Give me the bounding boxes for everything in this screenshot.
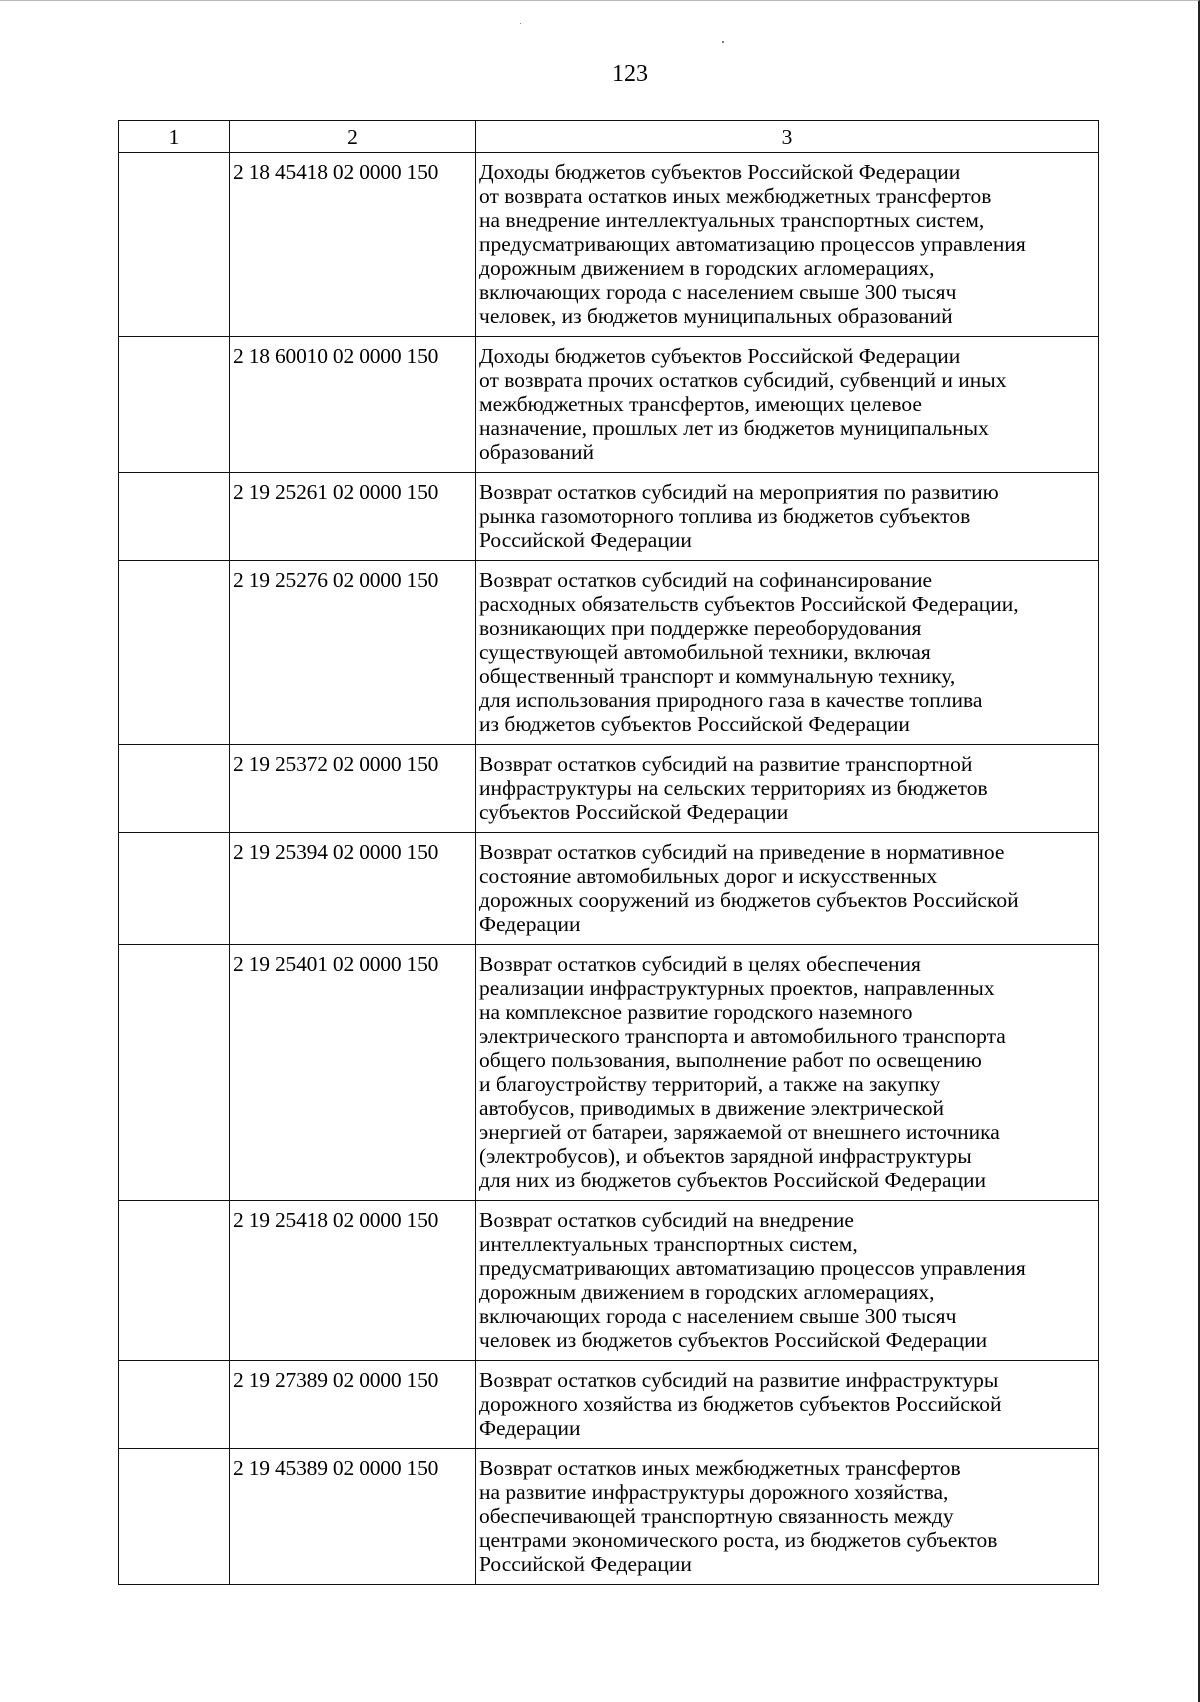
description-line: Возврат остатков субсидий на приведение в нормативное bbox=[479, 840, 1005, 864]
description-line: Федерации bbox=[479, 1416, 581, 1440]
description-line: на внедрение интеллектуальных транспортных систем, bbox=[479, 208, 985, 232]
row-number-cell bbox=[119, 833, 230, 945]
revenue-code-cell: 2 18 45418 02 0000 150 bbox=[230, 153, 476, 337]
table-row bbox=[119, 1201, 1099, 1361]
revenue-codes-table bbox=[118, 120, 1099, 1585]
description-line: Доходы бюджетов субъектов Российской Федерации bbox=[479, 344, 961, 368]
table-row bbox=[119, 833, 1099, 945]
description-line: Возврат остатков субсидий на внедрение bbox=[479, 1208, 854, 1232]
description-line: общего пользования, выполнение работ по освещению bbox=[479, 1048, 982, 1072]
column-header-1: 1 bbox=[119, 121, 230, 153]
description-line: электрического транспорта и автомобильного транспорта bbox=[479, 1024, 1006, 1048]
revenue-code-cell: 2 19 25401 02 0000 150 bbox=[230, 945, 476, 1201]
revenue-description-cell bbox=[476, 561, 1099, 745]
description-line: дорожного хозяйства из бюджетов субъектов Российской bbox=[479, 1392, 1002, 1416]
description-line: Федерации bbox=[479, 912, 581, 936]
row-number-cell bbox=[119, 945, 230, 1201]
description-line: Возврат остатков иных межбюджетных трансфертов bbox=[479, 1456, 961, 1480]
table-header-row bbox=[119, 121, 1099, 153]
row-number-cell bbox=[119, 1201, 230, 1361]
table-body bbox=[119, 153, 1099, 1585]
revenue-code-cell: 2 18 60010 02 0000 150 bbox=[230, 337, 476, 473]
row-number-cell bbox=[119, 153, 230, 337]
table-row bbox=[119, 745, 1099, 833]
description-line: дорожным движением в городских агломерациях, bbox=[479, 256, 935, 280]
description-line: инфраструктуры на сельских территориях из бюджетов bbox=[479, 776, 988, 800]
revenue-description-cell bbox=[476, 833, 1099, 945]
table-row bbox=[119, 1361, 1099, 1449]
row-number-cell bbox=[119, 337, 230, 473]
description-line: Возврат остатков субсидий на развитие транспортной bbox=[479, 752, 973, 776]
table-row bbox=[119, 561, 1099, 745]
description-line: включающих города с населением свыше 300 тысяч bbox=[479, 1304, 957, 1328]
revenue-description-cell bbox=[476, 473, 1099, 561]
description-line: Возврат остатков субсидий на развитие инфраструктуры bbox=[479, 1368, 999, 1392]
description-line: общественный транспорт и коммунальную технику, bbox=[479, 664, 956, 688]
description-line: назначение, прошлых лет из бюджетов муниципальных bbox=[479, 416, 989, 440]
description-line: Возврат остатков субсидий на мероприятия по развитию bbox=[479, 480, 999, 504]
description-line: (электробусов), и объектов зарядной инфраструктуры bbox=[479, 1144, 972, 1168]
revenue-description-cell bbox=[476, 745, 1099, 833]
column-header-2: 2 bbox=[230, 121, 476, 153]
description-line: Российской Федерации bbox=[479, 528, 692, 552]
row-number-cell bbox=[119, 561, 230, 745]
description-line: рынка газомоторного топлива из бюджетов субъектов bbox=[479, 504, 971, 528]
description-line: дорожных сооружений из бюджетов субъектов Российской bbox=[479, 888, 1019, 912]
revenue-description-cell bbox=[476, 1449, 1099, 1585]
description-line: от возврата прочих остатков субсидий, субвенций и иных bbox=[479, 368, 1007, 392]
description-line: предусматривающих автоматизацию процессов управления bbox=[479, 232, 1026, 256]
table-row bbox=[119, 473, 1099, 561]
scan-speck bbox=[722, 41, 724, 43]
description-line: дорожным движением в городских агломерациях, bbox=[479, 1280, 935, 1304]
description-line: для использования природного газа в качестве топлива bbox=[479, 688, 983, 712]
row-number-cell bbox=[119, 473, 230, 561]
revenue-code-cell: 2 19 25276 02 0000 150 bbox=[230, 561, 476, 745]
description-line: возникающих при поддержке переоборудования bbox=[479, 616, 922, 640]
revenue-code-cell: 2 19 25394 02 0000 150 bbox=[230, 833, 476, 945]
revenue-description-cell bbox=[476, 153, 1099, 337]
description-line: из бюджетов субъектов Российской Федерации bbox=[479, 712, 910, 736]
revenue-description-cell bbox=[476, 1361, 1099, 1449]
description-line: человек, из бюджетов муниципальных образований bbox=[479, 304, 953, 328]
revenue-code-cell: 2 19 25372 02 0000 150 bbox=[230, 745, 476, 833]
table-row bbox=[119, 153, 1099, 337]
row-number-cell bbox=[119, 1361, 230, 1449]
table-row bbox=[119, 1449, 1099, 1585]
revenue-description-cell bbox=[476, 945, 1099, 1201]
description-line: расходных обязательств субъектов Российской Федерации, bbox=[479, 592, 1019, 616]
row-number-cell bbox=[119, 1449, 230, 1585]
description-line: от возврата остатков иных межбюджетных трансфертов bbox=[479, 184, 992, 208]
description-line: на развитие инфраструктуры дорожного хозяйства, bbox=[479, 1480, 949, 1504]
revenue-code-cell: 2 19 45389 02 0000 150 bbox=[230, 1449, 476, 1585]
description-line: субъектов Российской Федерации bbox=[479, 800, 789, 824]
revenue-description-cell bbox=[476, 337, 1099, 473]
table-row bbox=[119, 337, 1099, 473]
description-line: на комплексное развитие городского наземного bbox=[479, 1000, 913, 1024]
description-line: состояние автомобильных дорог и искусственных bbox=[479, 864, 938, 888]
description-line: человек из бюджетов субъектов Российской Федерации bbox=[479, 1328, 988, 1352]
description-line: центрами экономического роста, из бюджетов субъектов bbox=[479, 1528, 998, 1552]
description-line: интеллектуальных транспортных систем, bbox=[479, 1232, 858, 1256]
description-line: для них из бюджетов субъектов Российской Федерации bbox=[479, 1168, 987, 1192]
description-line: предусматривающих автоматизацию процессов управления bbox=[479, 1256, 1026, 1280]
table-row bbox=[119, 945, 1099, 1201]
description-line: автобусов, приводимых в движение электрической bbox=[479, 1096, 945, 1120]
description-line: образований bbox=[479, 440, 595, 464]
description-line: энергией от батареи, заряжаемой от внешнего источника bbox=[479, 1120, 1000, 1144]
revenue-code-cell: 2 19 27389 02 0000 150 bbox=[230, 1361, 476, 1449]
description-line: включающих города с населением свыше 300 тысяч bbox=[479, 280, 957, 304]
page-number: 123 bbox=[612, 61, 648, 87]
description-line: Российской Федерации bbox=[479, 1552, 692, 1576]
description-line: существующей автомобильной техники, включая bbox=[479, 640, 931, 664]
description-line: Возврат остатков субсидий в целях обеспечения bbox=[479, 952, 921, 976]
description-line: реализации инфраструктурных проектов, направленных bbox=[479, 976, 995, 1000]
revenue-code-cell: 2 19 25261 02 0000 150 bbox=[230, 473, 476, 561]
table-header bbox=[119, 121, 1099, 153]
description-line: и благоустройству территорий, а также на закупку bbox=[479, 1072, 941, 1096]
revenue-code-cell: 2 19 25418 02 0000 150 bbox=[230, 1201, 476, 1361]
description-line: Возврат остатков субсидий на софинансирование bbox=[479, 568, 933, 592]
description-line: Доходы бюджетов субъектов Российской Федерации bbox=[479, 160, 961, 184]
description-line: межбюджетных трансфертов, имеющих целевое bbox=[479, 392, 922, 416]
row-number-cell bbox=[119, 745, 230, 833]
revenue-description-cell bbox=[476, 1201, 1099, 1361]
column-header-3: 3 bbox=[476, 121, 1099, 153]
scan-speck bbox=[520, 23, 521, 24]
description-line: обеспечивающей транспортную связанность между bbox=[479, 1504, 954, 1528]
